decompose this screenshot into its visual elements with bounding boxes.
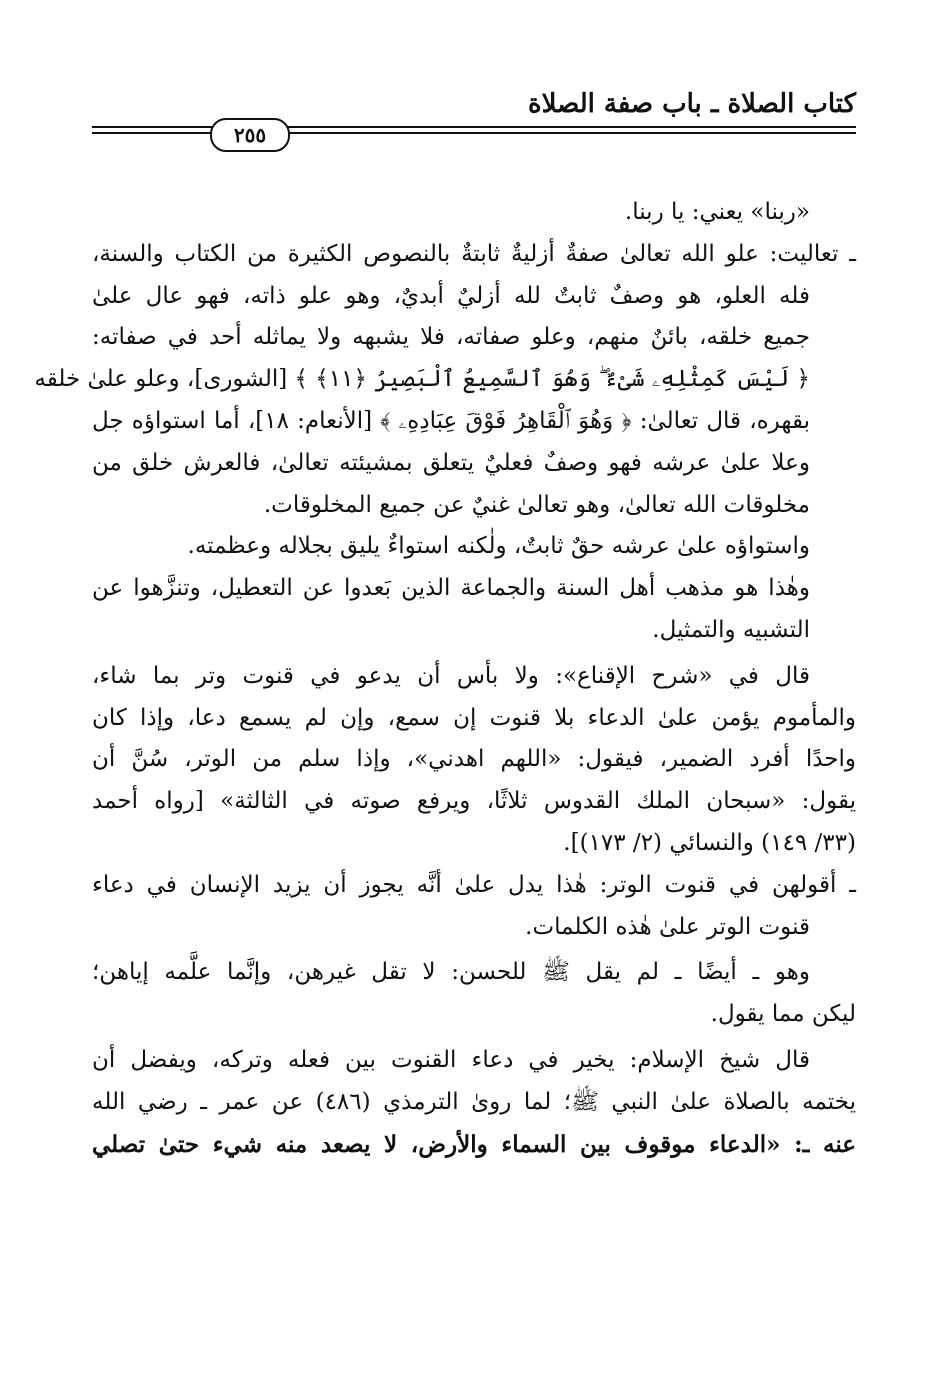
text-line: ﴿ لَيْسَ كَمِثْلِهِۦ شَىْءٌ ۖ وَهُوَ ٱلسَّمِيعُ ٱلْبَصِيرُ ﴿١١﴾ ﴾ [الشورى]، وعلو علىٰ خلقه: [34, 366, 810, 393]
body-text: [34, 192, 856, 1165]
text-line: ـ تعاليت: علو الله تعالىٰ صفةٌ أزليةٌ ثابتةٌ بالنصوص الكثيرة من الكتاب والسنة،: [92, 240, 856, 267]
header-rule-line-top: [92, 126, 856, 128]
text-line: قنوت الوتر علىٰ هٰذه الكلمات.: [525, 913, 810, 940]
page-number: ٢٥٥: [210, 118, 290, 152]
header-rule-line-bottom: [92, 132, 856, 134]
text-line: جميع خلقه، بائنٌ منهم، وعلو صفاته، فلا يشبهه ولا يماثله أحد في صفاته:: [92, 324, 810, 351]
text-line: وعلا علىٰ عرشه فهو وصفٌ فعليٌ يتعلق بمشيئته تعالىٰ، فالعرش خلق من: [92, 449, 810, 476]
text-line: «ربنا» يعني: يا ربنا.: [624, 199, 810, 225]
text-line: واستواؤه علىٰ عرشه حقٌ ثابتٌ، ولٰكنه استواءٌ يليق بجلاله وعظمته.: [187, 533, 810, 560]
text-line: فله العلو، هو وصفٌ ثابتٌ لله أزليٌ أبديٌ، وهو علو ذاته، فهو عال علىٰ: [92, 282, 810, 309]
text-line: ليكن مما يقول.: [710, 1001, 856, 1028]
text-line: قال في «شرح الإقناع»: ولا بأس أن يدعو في قنوت وتر بما شاء،: [92, 662, 810, 689]
text-line: (٣٣/ ١٤٩) والنسائي (٢/ ١٧٣)].: [563, 829, 856, 856]
text-line: التشبيه والتمثيل.: [652, 616, 810, 643]
running-header-title: كتاب الصلاة ـ باب صفة الصلاة: [528, 89, 856, 119]
text-line: يقول: «سبحان الملك القدوس ثلاثًا، ويرفع صوته في الثالثة» [رواه أحمد: [92, 788, 856, 815]
text-line: قال شيخ الإسلام: يخير في دعاء القنوت بين فعله وتركه، ويفضل أن: [92, 1046, 810, 1073]
text-line: ـ أقولهن في قنوت الوتر: هٰذا يدل علىٰ أنَّه يجوز أن يزيد الإنسان في دعاء: [92, 871, 856, 898]
text-line: يختمه بالصلاة علىٰ النبي ﷺ؛ لما روىٰ الترمذي (٤٨٦) عن عمر ـ رضي الله: [92, 1088, 856, 1115]
text-line: مخلوقات الله تعالىٰ، وهو تعالىٰ غنيٌ عن جميع المخلوقات.: [263, 491, 810, 518]
header-rule: [92, 126, 856, 134]
text-line: واحدًا أفرد الضمير، فيقول: «اللهم اهدني»، وإذا سلم من الوتر، سُنَّ أن: [92, 746, 856, 773]
text-line: والمأموم يؤمن علىٰ الدعاء بلا قنوت إن سمع، وإن لم يسمع دعا، وإذا كان: [92, 704, 856, 731]
text-line: وهو ـ أيضًا ـ لم يقل ﷺ للحسن: لا تقل غيرهن، وإنَّما علَّمه إياهن؛: [92, 959, 810, 986]
text-line: بقهره، قال تعالىٰ: ﴿ وَهُوَ ٱلْقَاهِرُ فَوْقَ عِبَادِهِۦ ﴾ [الأنعام: ١٨]، أما استواؤه جل: [92, 407, 810, 434]
text-line: وهٰذا هو مذهب أهل السنة والجماعة الذين بَعدوا عن التعطيل، وتنزَّهوا عن: [92, 575, 810, 602]
text-line: عنه ـ: «الدعاء موقوف بين السماء والأرض، لا يصعد منه شيء حتىٰ تصلي: [92, 1130, 856, 1158]
